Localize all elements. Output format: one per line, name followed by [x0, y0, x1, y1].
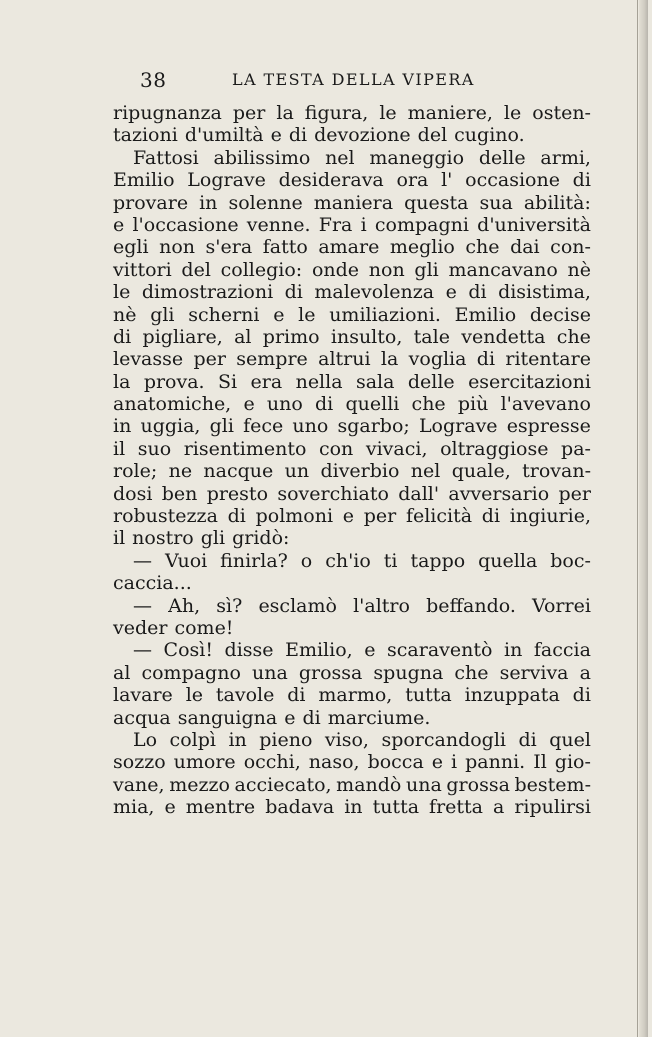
text-word: la	[380, 348, 399, 371]
text-word: maniera	[313, 191, 394, 214]
text-word: nostro	[132, 527, 194, 550]
text-word: Lo	[133, 728, 158, 751]
text-word: vivaci,	[365, 437, 428, 460]
text-word: uno	[292, 415, 329, 438]
text-word: esclamò	[258, 594, 337, 617]
text-line	[113, 751, 591, 773]
text-word: robustezza	[113, 505, 218, 528]
text-word: maniere,	[407, 102, 493, 124]
text-word: compagno	[141, 661, 241, 684]
text-word: acciecato,	[234, 773, 332, 796]
text-word: al	[234, 325, 252, 348]
text-word: marmo,	[318, 684, 393, 707]
text-word: e	[270, 124, 282, 147]
text-word: al	[113, 661, 131, 684]
text-word: mandò	[336, 773, 402, 796]
text-word: insulto,	[330, 325, 403, 348]
text-word: dimostrazioni	[141, 281, 274, 304]
text-word: il	[113, 527, 126, 550]
text-line	[113, 527, 591, 549]
text-word: i	[451, 751, 458, 774]
text-word: inzuppata	[464, 684, 560, 707]
text-word: l'avevano	[500, 393, 591, 416]
text-word: di	[468, 281, 487, 304]
text-word: di	[315, 393, 334, 416]
text-word: spugna	[373, 661, 444, 684]
text-word: occasione	[465, 169, 560, 192]
text-word: Emilio,	[285, 639, 353, 662]
text-word: —	[133, 594, 152, 617]
text-word: e	[243, 393, 255, 416]
text-word: le	[503, 102, 522, 124]
text-line	[113, 147, 591, 169]
text-word: desiderava	[278, 169, 384, 192]
text-word: boc-	[550, 549, 591, 572]
text-word: polmoni	[255, 505, 334, 528]
text-word: ingiurie,	[509, 505, 591, 528]
text-line	[113, 550, 591, 572]
text-word: beffando.	[426, 594, 516, 617]
running-title: LA TESTA DELLA VIPERA	[232, 70, 475, 89]
text-line	[113, 124, 591, 146]
text-word: in	[199, 191, 218, 214]
text-word: il	[113, 437, 126, 460]
text-word: a	[493, 796, 505, 819]
text-line	[113, 684, 591, 706]
text-word: mia,	[113, 796, 155, 819]
text-word: del	[417, 124, 448, 147]
text-word: Lograve	[418, 415, 498, 438]
text-word: con-	[550, 236, 591, 259]
text-word: i	[360, 213, 367, 236]
text-word: gli	[200, 527, 226, 550]
text-line	[113, 326, 591, 348]
text-line	[113, 438, 591, 460]
text-word: disse	[224, 639, 274, 662]
text-word: ritentare	[505, 348, 591, 371]
text-word: diverbio	[320, 460, 400, 483]
text-line	[113, 393, 591, 415]
text-word: tutta	[372, 796, 420, 819]
text-word: acqua	[113, 706, 171, 729]
text-word: nel	[410, 460, 441, 483]
text-word: tavole	[215, 684, 275, 707]
text-word: Emilio	[113, 169, 175, 192]
text-word: con	[318, 437, 354, 460]
text-word: e	[113, 213, 125, 236]
text-word: delle	[407, 370, 455, 393]
text-word: caccia...	[113, 572, 192, 595]
text-word: Così!	[163, 639, 213, 662]
text-word: tazioni	[113, 124, 178, 147]
text-word: che	[465, 236, 500, 259]
text-line	[113, 304, 591, 326]
text-word: Vuoi	[164, 549, 208, 572]
text-word: solenne	[228, 191, 303, 214]
text-word: più	[457, 393, 489, 416]
text-word: naso,	[308, 751, 360, 774]
text-line	[113, 214, 591, 236]
text-word: presto	[206, 482, 269, 505]
text-word: le	[379, 102, 397, 124]
text-word: le	[298, 303, 316, 326]
text-word: era	[250, 370, 283, 393]
text-word: gli	[150, 303, 175, 326]
text-line	[113, 483, 591, 505]
text-word: dall'	[398, 482, 440, 505]
text-line	[113, 796, 591, 818]
text-word: la	[276, 102, 294, 124]
text-word: espresse	[506, 415, 591, 438]
text-word: Fattosi	[133, 146, 199, 169]
text-word: sgarbo;	[337, 415, 410, 438]
text-word: mezzo	[169, 773, 230, 796]
text-word: serviva	[499, 661, 569, 684]
text-word: non	[368, 258, 405, 281]
text-line	[113, 236, 591, 258]
text-word: provare	[113, 191, 189, 214]
text-word: meglio	[389, 236, 455, 259]
text-word: in	[344, 796, 363, 819]
text-word: sanguigna	[177, 706, 278, 729]
text-word: grossa	[298, 661, 363, 684]
text-word: risentimento	[183, 437, 307, 460]
text-word: di	[288, 124, 308, 147]
text-word: ne	[168, 460, 193, 483]
text-word: suo	[137, 437, 172, 460]
text-word: dai	[510, 236, 540, 259]
text-word: e	[284, 706, 296, 729]
text-word: tale	[413, 325, 450, 348]
text-word: voglia	[408, 348, 467, 371]
text-word: disistima,	[498, 281, 591, 304]
text-word: ripulirsi	[514, 796, 591, 819]
text-word: Fra	[318, 213, 353, 236]
text-word: quelli	[345, 393, 400, 416]
text-word: le	[113, 281, 131, 304]
text-line	[113, 595, 591, 617]
text-line	[113, 729, 591, 751]
page-number: 38	[140, 68, 167, 92]
text-word: compagni	[374, 213, 469, 236]
text-word: a	[579, 661, 591, 684]
text-word: dosi	[113, 482, 153, 505]
text-word: d'università	[477, 213, 591, 236]
text-word: levasse	[113, 348, 184, 371]
text-word: ti	[383, 549, 398, 572]
page-edge-shadow	[639, 0, 648, 1037]
text-word: d'umiltà	[184, 124, 264, 147]
text-word: non	[159, 236, 196, 259]
text-word: oltraggiose	[440, 437, 549, 460]
text-word: le	[185, 684, 204, 707]
text-word: fece	[243, 415, 284, 438]
text-line	[113, 281, 591, 303]
text-word: abilissimo	[213, 146, 311, 169]
text-word: Vorrei	[532, 594, 591, 617]
text-word: una	[251, 661, 288, 684]
text-word: marciume.	[327, 706, 431, 729]
text-word: mancavano	[448, 258, 558, 281]
text-line	[113, 572, 591, 594]
text-word: veder	[113, 616, 168, 639]
text-word: di	[572, 169, 591, 192]
text-word: —	[133, 549, 152, 572]
text-line	[113, 169, 591, 191]
text-word: s'era	[205, 236, 253, 259]
text-word: primo	[262, 325, 320, 348]
text-word: sporcandogli	[381, 728, 506, 751]
text-line	[113, 617, 591, 639]
text-word: amare	[318, 236, 380, 259]
text-word: ora	[396, 169, 429, 192]
text-line	[113, 102, 591, 124]
text-word: altrui	[318, 348, 371, 371]
text-word: finirla?	[220, 549, 288, 572]
text-word: e	[273, 303, 285, 326]
text-word: una	[405, 773, 442, 796]
text-word: la	[113, 370, 131, 393]
text-word: quel	[549, 728, 591, 751]
text-word: di	[287, 684, 306, 707]
text-word: l'	[441, 169, 453, 192]
text-word: colpì	[169, 728, 216, 751]
text-word: in	[228, 728, 247, 751]
text-word: di	[481, 505, 501, 528]
text-word: Si	[218, 370, 238, 393]
text-line	[113, 348, 591, 370]
text-word: gli	[414, 258, 439, 281]
text-word: in	[113, 415, 132, 438]
text-word: che	[556, 325, 591, 348]
text-word: cugino.	[454, 124, 525, 147]
text-word: nel	[325, 146, 355, 169]
text-word: e	[364, 639, 376, 662]
text-word: Emilio	[454, 303, 517, 326]
text-word: per	[558, 482, 591, 505]
text-line	[113, 259, 591, 281]
text-word: bocca	[367, 751, 424, 774]
text-word: umiliazioni.	[329, 303, 441, 326]
text-word: umore	[173, 751, 236, 774]
text-word: venne.	[246, 213, 311, 236]
text-word: vane,	[113, 773, 165, 796]
text-word: lavare	[113, 684, 173, 707]
text-word: pieno	[259, 728, 313, 751]
text-word: questa	[404, 191, 469, 214]
text-word: ch'io	[325, 549, 371, 572]
text-word: ben	[161, 482, 198, 505]
text-word: di	[518, 728, 537, 751]
text-word: e	[342, 505, 355, 528]
text-word: tappo	[410, 549, 466, 572]
text-line	[113, 662, 591, 684]
text-word: fatto	[262, 236, 308, 259]
text-word: devozione	[314, 124, 411, 147]
text-word: uno	[266, 393, 303, 416]
text-word: uggia,	[140, 415, 201, 438]
text-word: vittori	[113, 258, 172, 281]
text-word: quale,	[451, 460, 511, 483]
text-word: scherni	[188, 303, 260, 326]
text-word: gio-	[554, 751, 591, 774]
text-word: tutta	[405, 684, 452, 707]
body-text	[113, 102, 591, 819]
text-word: per	[363, 505, 397, 528]
text-word: soverchiato	[277, 482, 389, 505]
text-word: sempre	[236, 348, 308, 371]
text-word: Lograve	[187, 169, 266, 192]
text-word: nella	[295, 370, 343, 393]
text-line	[113, 639, 591, 661]
text-word: di	[113, 325, 132, 348]
text-word: del	[181, 258, 211, 281]
text-line	[113, 371, 591, 393]
text-word: avversario	[448, 482, 550, 505]
text-word: Il	[533, 751, 547, 774]
text-line	[113, 192, 591, 214]
text-word: decise	[529, 303, 591, 326]
text-word: l'altro	[353, 594, 410, 617]
text-word: esercitazioni	[468, 370, 591, 393]
text-word: anatomiche,	[113, 393, 232, 416]
text-word: nacque	[203, 460, 274, 483]
text-word: per	[232, 102, 266, 124]
text-word: sua	[479, 191, 513, 214]
text-word: role;	[113, 460, 158, 483]
page-edge-line	[637, 0, 638, 1037]
text-word: ripugnanza	[113, 102, 222, 124]
text-word: nè	[113, 303, 137, 326]
text-word: di	[476, 348, 496, 371]
text-word: felicità	[405, 505, 473, 528]
text-word: armi,	[540, 146, 591, 169]
text-word: occhi,	[243, 751, 301, 774]
text-word: collegio:	[220, 258, 303, 281]
text-line	[113, 415, 591, 437]
text-word: badava	[265, 796, 335, 819]
text-word: o	[300, 549, 313, 572]
text-word: di	[227, 505, 246, 528]
text-line	[113, 460, 591, 482]
page-header	[140, 68, 610, 98]
text-word: e	[431, 751, 444, 774]
text-word: sozzo	[113, 751, 166, 774]
text-word: faccia	[533, 639, 591, 662]
text-word: malevolenza	[314, 281, 435, 304]
text-word: di	[572, 684, 591, 707]
text-word: pigliare,	[142, 325, 223, 348]
text-word: sì?	[216, 594, 243, 617]
text-word: trovan-	[522, 460, 591, 483]
text-word: delle	[478, 146, 526, 169]
text-word: bestem-	[514, 773, 591, 796]
text-word: scaraventò	[387, 639, 493, 662]
text-word: sala	[355, 370, 395, 393]
text-word: come!	[174, 616, 234, 639]
text-line	[113, 774, 591, 796]
text-word: pa-	[561, 437, 591, 460]
text-word: quella	[478, 549, 538, 572]
text-word: l'occasione	[132, 213, 239, 236]
text-word: onde	[311, 258, 360, 281]
text-word: per	[193, 348, 226, 371]
text-word: —	[133, 639, 152, 662]
text-word: maneggio	[369, 146, 465, 169]
text-word: di	[284, 281, 303, 304]
text-word: gli	[209, 415, 234, 438]
text-word: figura,	[304, 102, 369, 124]
text-word: che	[411, 393, 446, 416]
text-word: in	[504, 639, 523, 662]
text-line	[113, 505, 591, 527]
text-word: e	[164, 796, 176, 819]
text-word: prova.	[143, 370, 205, 393]
text-word: Ah,	[168, 594, 201, 617]
text-word: che	[454, 661, 489, 684]
text-line	[113, 707, 591, 729]
text-word: nè	[567, 258, 591, 281]
text-word: fretta	[429, 796, 484, 819]
text-word: e	[445, 281, 457, 304]
text-word: osten-	[532, 102, 591, 124]
text-word: un	[284, 460, 310, 483]
text-word: gridò:	[232, 527, 290, 550]
text-word: abilità:	[523, 191, 591, 214]
text-word: mentre	[185, 796, 256, 819]
text-word: viso,	[324, 728, 369, 751]
text-word: vendetta	[461, 325, 546, 348]
text-word: di	[302, 706, 321, 729]
text-word: egli	[113, 236, 149, 259]
text-word: grossa	[446, 773, 510, 796]
text-word: panni.	[465, 751, 526, 774]
